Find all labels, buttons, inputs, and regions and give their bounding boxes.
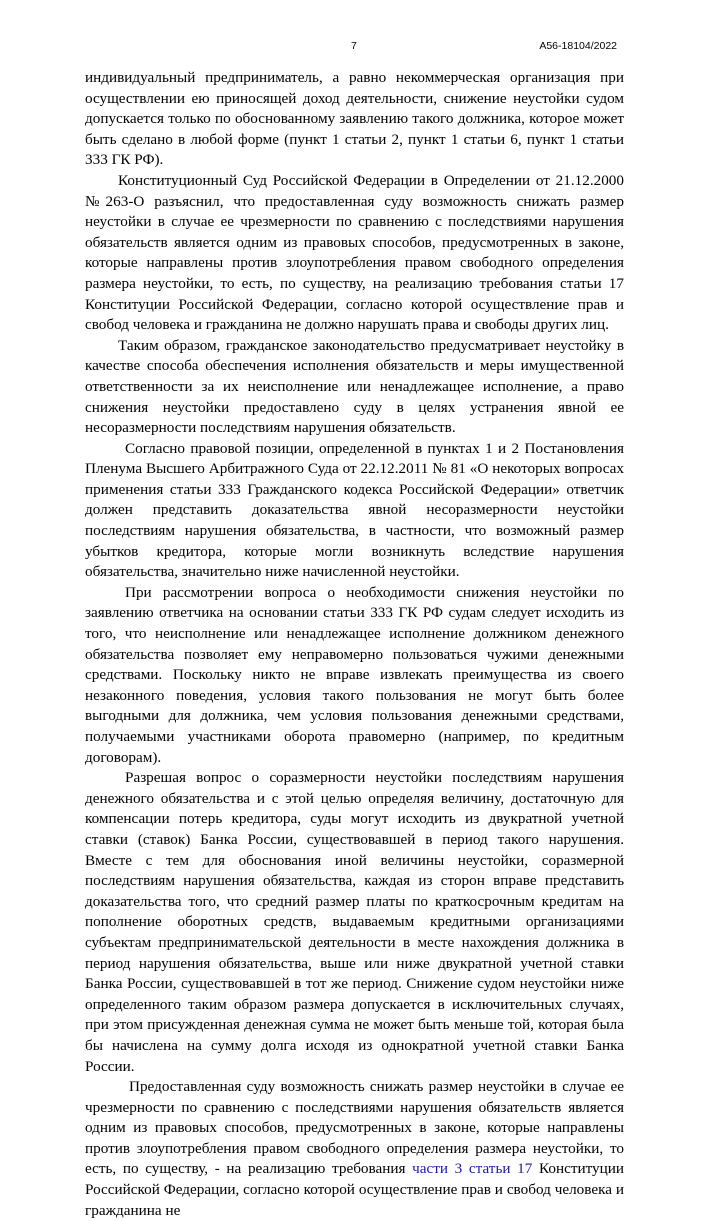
case-number: А56-18104/2022 <box>539 40 617 52</box>
paragraph-1: индивидуальный предприниматель, а равно некоммерческая организация при осуществлении ею приносящей доход деятельности, снижение неустойки судом допускается только по обоснованному заявлению такого должника, которое может быть сделано в любой форме (пункт 1 статьи 2, пункт 1 статьи 6, пункт 1 статьи 333 ГК РФ). <box>85 69 624 169</box>
paragraph-6: Разрешая вопрос о соразмерности неустойки последствиям нарушения денежного обязательства и с этой целью определяя величину, достаточную для компенсации потерь кредитора, суды могут исходить из двукратной учетной ставки (ставок) Банка России, существовавшей в период такого нарушения. Вместе с тем для обоснования иной величины неустойки, соразмерной последствиям нарушения обязательства, каждая из сторон вправе представить доказательства того, что средний размер платы по краткосрочным кредитам на пополнение оборотных средств, выдаваемым кредитными организациями субъектам предпринимательской деятельности в месте нахождения должника в период нарушения обязательства, выше или ниже двукратной учетной ставки Банка России, существовавшей в тот же период. Снижение судом неустойки ниже определенного таким образом размера допускается в исключительных случаях, при этом присужденная денежная сумма не может быть меньше той, которая была бы начислена на сумму долга исходя из однократной учетной ставки Банка России. <box>85 769 624 1075</box>
paragraph-7 <box>85 1077 624 1221</box>
paragraph-2: Конституционный Суд Российской Федерации в Определении от 21.12.2000 №263-О разъяснил, что предоставленная суду возможность снижать размер неустойки в случае ее чрезмерности по сравнению с последствиями нарушения обязательств является одним из правовых способов, предусмотренных в законе, которые направлены против злоупотребления правом свободного определения размера неустойки, то есть, по существу, на реализацию требования статьи 17 Конституции Российской Федерации, согласно которой осуществление прав и свобод человека и гражданина не должно нарушать права и свободы других лиц. <box>85 171 624 334</box>
paragraph-5: При рассмотрении вопроса о необходимости снижения неустойки по заявлению ответчика на основании статьи 333 ГК РФ судам следует исходить из того, что неисполнение или ненадлежащее исполнение должником денежного обязательства позволяет ему неправомерно пользоваться чужими денежными средствами. Поскольку никто не вправе извлекать преимущества из своего незаконного поведения, условия такого пользования не могут быть более выгодными для должника, чем условия пользования денежными средствами, получаемыми участниками оборота правомерно (например, по кредитным договорам). <box>85 583 624 766</box>
constitution-article-link[interactable]: части 3 статьи 17 <box>412 1160 533 1178</box>
paragraph-7-text-end: Конституции Российской Федерации, согласно которой осуществление прав и свобод человека и гражданина не <box>85 1160 625 1219</box>
paragraph-7-text-start: Предоставленная суду возможность снижать размер неустойки в случае ее чрезмерности по сравнению с последствиями нарушения обязательств является одним из правовых способов, предусмотренных в законе, которые направлены против злоупотребления правом свободного определения размера неустойки, то есть, по существу, - на реализацию требования <box>85 1078 624 1178</box>
paragraph-4: Согласно правовой позиции, определенной в пунктах 1 и 2 Постановления Пленума Высшего Арбитражного Суда от 22.12.2011 № 81 «О некоторых вопросах применения статьи 333 Гражданского кодекса Российской Федерации» ответчик должен представить доказательства явной несоразмерности неустойки последствиям нарушения обязательства, в частности, что возможный размер убытков кредитора, которые могли возникнуть вследствие нарушения обязательства, значительно ниже начисленной неустойки. <box>85 439 624 581</box>
document-body <box>85 68 624 1221</box>
page-number: 7 <box>351 40 357 52</box>
paragraph-3: Таким образом, гражданское законодательство предусматривает неустойку в качестве способа обеспечения исполнения обязательств и меры имущественной ответственности за их неисполнение или ненадлежащее исполнение, а право снижения неустойки предоставлено суду в целях устранения явной ее несоразмерности последствиям нарушения обязательств. <box>85 336 624 437</box>
